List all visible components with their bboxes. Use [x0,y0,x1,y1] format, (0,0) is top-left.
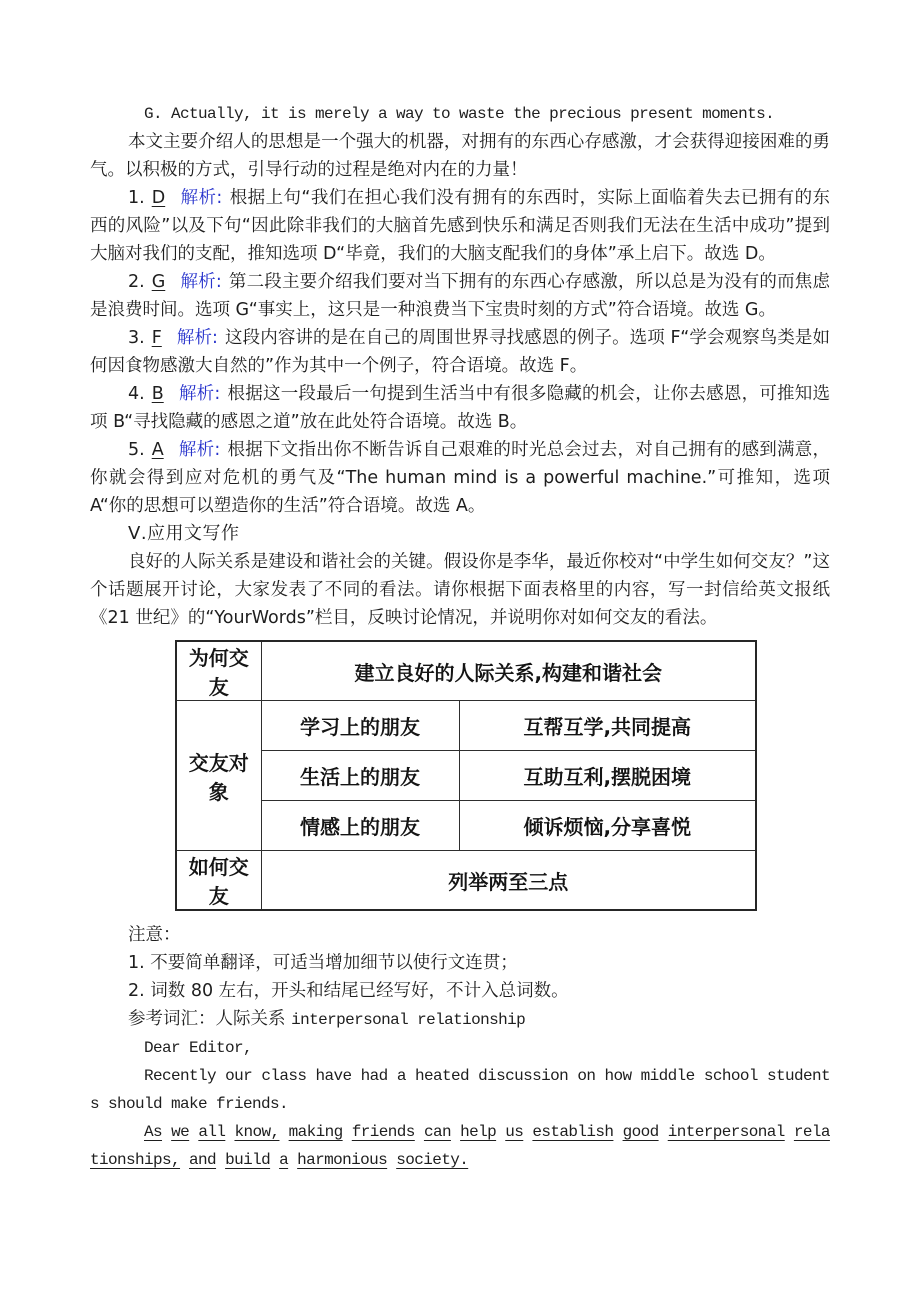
table-row-who-1 [176,701,756,751]
table-cell-friend-type: 生活上的朋友 [261,751,459,801]
letter-given-ending: As we all know, making friends can help us establish good interpersonal relationships, and build a harmonious society. [90,1123,830,1169]
answer-explanation: 根据这一段最后一句提到生活当中有很多隐藏的机会，让你去感恩，可推知选项 B“寻找隐藏的感恩之道”放在此处符合语境。故选 B。 [90,384,830,432]
table-cell-friend-type: 学习上的朋友 [261,701,459,751]
answer-number: 3. [128,328,145,348]
table-row-who-2 [176,751,756,801]
answer-explanation: 根据上句“我们在担心我们没有拥有的东西时，实际上面临着失去已拥有的东西的风险”以及下句“因此除非我们的大脑首先感到快乐和满足否则我们无法在生活中成功”提到大脑对我们的支配，推知选项 D“毕竟，我们的大脑支配我们的身体”承上启下。故选 D。 [90,188,830,264]
answer-number: 5. [128,440,145,460]
table-row-who-3 [176,801,756,851]
answer-number: 4. [128,384,145,404]
table-cell-why-label: 为何交友 [176,641,261,701]
analysis-label: 解析: [178,384,221,404]
answer-explanation: 这段内容讲的是在自己的周围世界寻找感恩的例子。选项 F“学会观察鸟类是如何因食物感激大自然的”作为其中一个例子，符合语境。故选 F。 [90,328,831,376]
table-cell-how-value: 列举两至三点 [261,851,756,911]
answer-number: 1. [128,188,145,208]
answer-number: 2. [128,272,145,292]
table-cell-how-label: 如何交友 [176,851,261,911]
letter-opening: Recently our class have had a heated discussion on how middle school students should make friends. [90,1067,830,1113]
notes-label: 注意： [128,925,181,945]
reference-words [90,1005,830,1034]
table-cell-who-label: 交友对象 [176,701,261,851]
option-g-line: G. Actually, it is merely a way to waste the precious present moments. [144,105,775,123]
letter-salutation: Dear Editor, [144,1039,253,1057]
reference-words-chinese: 参考词汇：人际关系 [128,1009,292,1029]
table-cell-friend-benefit: 倾诉烦恼,分享喜悦 [459,801,756,851]
answer-item-2 [90,268,830,324]
answer-explanation: 第二段主要介绍我们要对当下拥有的东西心存感激，所以总是为没有的而焦虑是浪费时间。选项 G“事实上，这只是一种浪费当下宝贵时刻的方式”符合语境。故选 G。 [90,272,830,320]
answer-letter: F [151,328,162,348]
analysis-label: 解析: [176,328,218,348]
table-cell-friend-benefit: 互助互利,摆脱困境 [459,751,756,801]
table-cell-why-value: 建立良好的人际关系,构建和谐社会 [261,641,756,701]
passage-summary: 本文主要介绍人的思想是一个强大的机器，对拥有的东西心存感激，才会获得迎接困难的勇气。以积极的方式，引导行动的过程是绝对内在的力量！ [90,132,830,180]
table-row-how [176,851,756,911]
answer-item-1 [90,184,830,268]
answer-letter: D [151,188,166,208]
analysis-label: 解析: [180,188,223,208]
friendship-table [175,640,757,911]
writing-task-intro: 良好的人际关系是建设和谐社会的关键。假设你是李华，最近你校对“中学生如何交友？”这个话题展开讨论，大家发表了不同的看法。请你根据下面表格里的内容，写一封信给英文报纸《21 世纪》的“YourWords”栏目，反映讨论情况，并说明你对如何交友的看法。 [90,552,830,628]
answer-letter: G [151,272,166,292]
analysis-label: 解析: [178,440,221,460]
answer-item-4 [90,380,830,436]
answer-letter: B [151,384,164,404]
section-title: Ⅴ.应用文写作 [128,523,240,544]
reference-words-english: interpersonal relationship [291,1011,526,1029]
answer-item-5 [90,436,830,520]
analysis-label: 解析: [180,272,222,292]
table-cell-friend-type: 情感上的朋友 [261,801,459,851]
note-item-1: 1. 不要简单翻译，可适当增加细节以使行文连贯； [128,953,518,973]
answer-letter: A [151,440,164,460]
table-cell-friend-benefit: 互帮互学,共同提高 [459,701,756,751]
table-row-why [176,641,756,701]
note-item-2: 2. 词数 80 左右，开头和结尾已经写好，不计入总词数。 [128,981,569,1001]
answer-explanation: 根据下文指出你不断告诉自己艰难的时光总会过去，对自己拥有的感到满意，你就会得到应对危机的勇气及“The human mind is a powerful machine.”可推知，选项 A“你的思想可以塑造你的生活”符合语境。故选 A。 [90,440,830,516]
answer-item-3 [90,324,830,380]
